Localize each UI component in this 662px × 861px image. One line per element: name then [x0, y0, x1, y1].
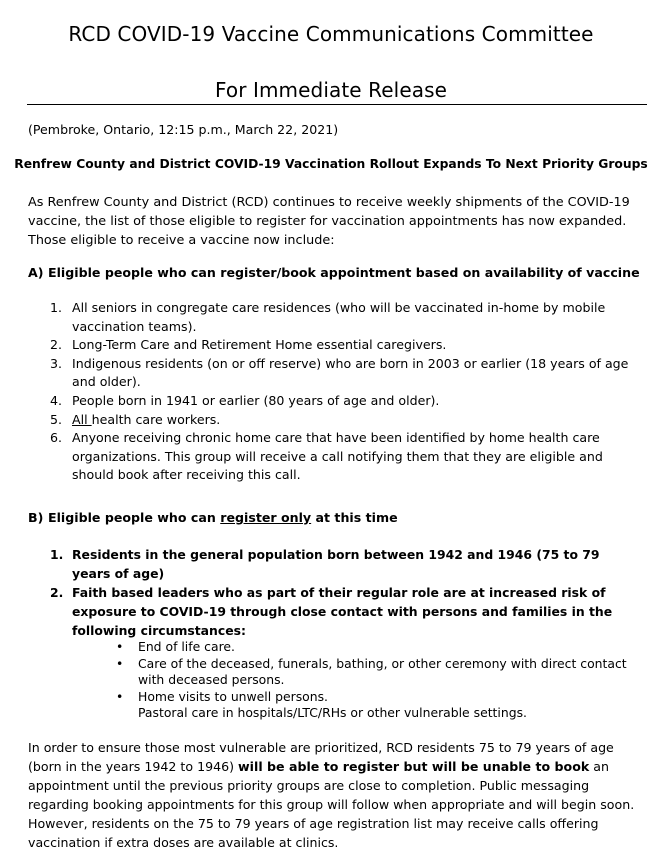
list-item-text: health care workers. — [91, 411, 221, 427]
list-item-text: Anyone receiving chronic home care that have been identified by home health care organizations. This group will receive a call notifying them that they are eligible and should book after receiving this call. — [72, 430, 603, 483]
section-b-heading — [28, 510, 398, 525]
bullet-item — [116, 689, 636, 706]
list-item — [50, 545, 640, 583]
section-b-letter: B) — [28, 510, 44, 525]
list-item — [50, 355, 640, 392]
bullet-item — [116, 639, 636, 656]
list-item — [50, 392, 640, 411]
list-item — [50, 299, 640, 336]
list-item-text: Long-Term Care and Retirement Home essential caregivers. — [72, 337, 447, 353]
closing-text-2: an appointment until the previous priority groups are close to completion. Public messaging regarding booking appointments for this group will follow when appropriate and will begin soon. However, residents on the 75 to 79 years of age registration list may receive calls offering vaccination if extra doses are available at clinics. — [28, 759, 635, 850]
list-item — [50, 411, 640, 430]
bullet-item — [116, 656, 636, 689]
bullet-icon: • — [116, 688, 124, 704]
list-item-number: 2. — [50, 337, 63, 353]
header-divider — [27, 104, 647, 105]
circumstances-bullet-list — [116, 639, 636, 722]
section-a-heading — [28, 265, 640, 280]
list-item — [50, 583, 640, 640]
bullet-text: Care of the deceased, funerals, bathing, or other ceremony with direct contact with deceased persons. — [138, 655, 627, 688]
bullet-text: Home visits to unwell persons. — [138, 688, 328, 704]
section-a-title: Eligible people who can register/book appointment based on availability of vaccine — [48, 265, 640, 280]
list-item-text: People born in 1941 or earlier (80 years of age and older). — [72, 392, 440, 408]
list-item — [50, 336, 640, 355]
dateline: (Pembroke, Ontario, 12:15 p.m., March 22, 2021) — [28, 122, 339, 137]
list-item-text: Residents in the general population born between 1942 and 1946 (75 to 79 years of age) — [72, 547, 600, 581]
list-item-number: 3. — [50, 355, 63, 371]
closing-paragraph — [28, 738, 648, 852]
list-item-number: 5. — [50, 411, 63, 427]
list-item-text: Indigenous residents (on or off reserve) who are born in 2003 or earlier (18 years of age and older). — [72, 355, 629, 390]
list-item-number: 6. — [50, 430, 63, 446]
bullet-continuation: Pastoral care in hospitals/LTC/RHs or other vulnerable settings. — [138, 705, 527, 721]
section-a-letter: A) — [28, 265, 44, 280]
list-item-text: All seniors in congregate care residences (who will be vaccinated in-home by mobile vaccination teams). — [72, 300, 606, 334]
bullet-text: End of life care. — [138, 639, 235, 654]
list-item-number: 1. — [50, 300, 63, 315]
list-item — [50, 429, 640, 485]
section-b-list-item-2 — [50, 583, 640, 640]
bullet-icon: • — [116, 655, 124, 671]
section-a-list — [50, 299, 640, 485]
closing-text-1: In order to ensure those most vulnerable are prioritized, RCD residents 75 to 79 years of age (born in the years 1942 to 1946) — [28, 740, 614, 774]
list-item-number: 1. — [50, 547, 64, 562]
bullet-icon: • — [116, 639, 124, 654]
release-title: For Immediate Release — [214, 78, 448, 102]
list-item-text: Faith based leaders who as part of their regular role are at increased risk of exposure to COVID-19 through close contact with persons and families in the following circumstances: — [72, 585, 613, 638]
list-item-number: 2. — [50, 585, 64, 600]
section-b-title-post: at this time — [311, 510, 398, 525]
intro-paragraph: As Renfrew County and District (RCD) continues to receive weekly shipments of the COVID-19 vaccine, the list of those eligible to register for vaccination appointments has now expanded. Those eligible to receive a vaccine now include: — [28, 195, 630, 248]
headline: Renfrew County and District COVID-19 Vaccination Rollout Expands To Next Priority Groups — [14, 157, 648, 171]
section-b-title-pre: Eligible people who can — [48, 510, 221, 525]
committee-title: RCD COVID-19 Vaccine Communications Committee — [68, 22, 594, 46]
list-item-underlined: All — [72, 411, 92, 427]
section-b-list-item-1 — [50, 545, 640, 583]
closing-bold: will be able to register but will be unable to book — [238, 759, 590, 774]
section-b-title-underlined: register only — [220, 510, 312, 525]
list-item-number: 4. — [50, 392, 63, 408]
